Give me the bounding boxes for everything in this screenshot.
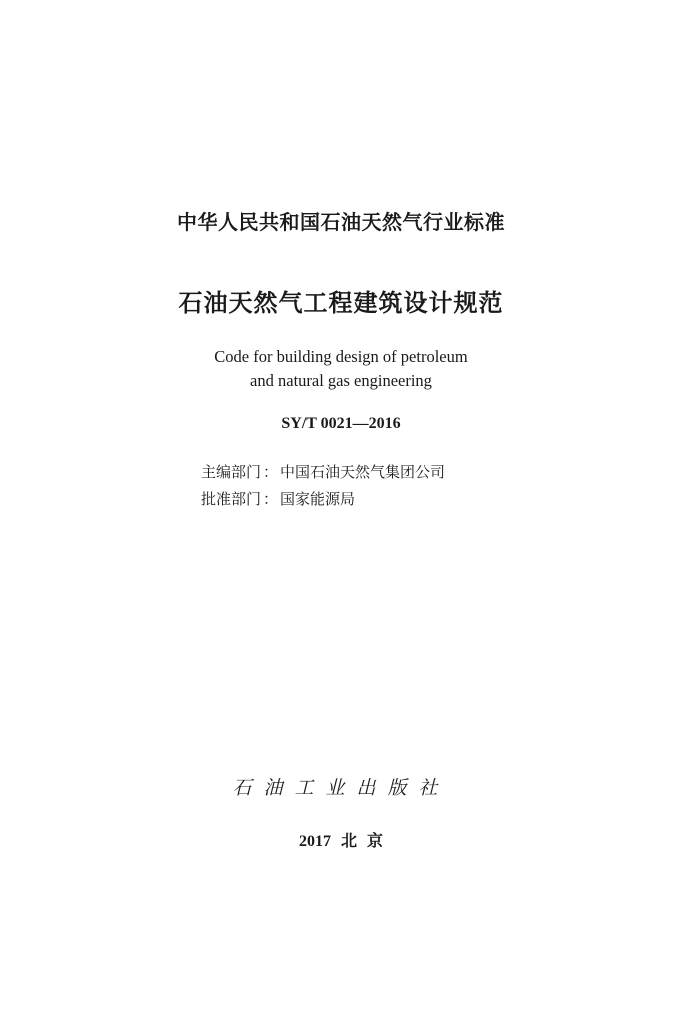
standard-series-heading: 中华人民共和国石油天然气行业标准 <box>177 210 505 234</box>
approver-department <box>201 488 355 509</box>
publisher-name: 石油工业出版社 <box>232 777 450 799</box>
publication-place-year <box>0 828 682 851</box>
approver-value: 国家能源局 <box>280 490 356 508</box>
editor-label: 主编部门 <box>201 463 262 481</box>
publication-city: 北 京 <box>340 833 383 850</box>
editor-department <box>201 461 445 482</box>
approver-separator: ： <box>263 490 279 508</box>
editor-value: 中国石油天然气集团公司 <box>280 463 446 481</box>
document-title-english-line-1: Code for building design of petroleum <box>214 347 468 366</box>
approver-label: 批准部门 <box>201 490 262 508</box>
document-title-chinese: 石油天然气工程建筑设计规范 <box>178 289 504 317</box>
standard-code: SY/T 0021—2016 <box>281 415 401 432</box>
editor-separator: ： <box>263 463 279 481</box>
document-title-english-line-2: and natural gas engineering <box>250 371 432 390</box>
publication-year: 2017 <box>298 833 331 850</box>
